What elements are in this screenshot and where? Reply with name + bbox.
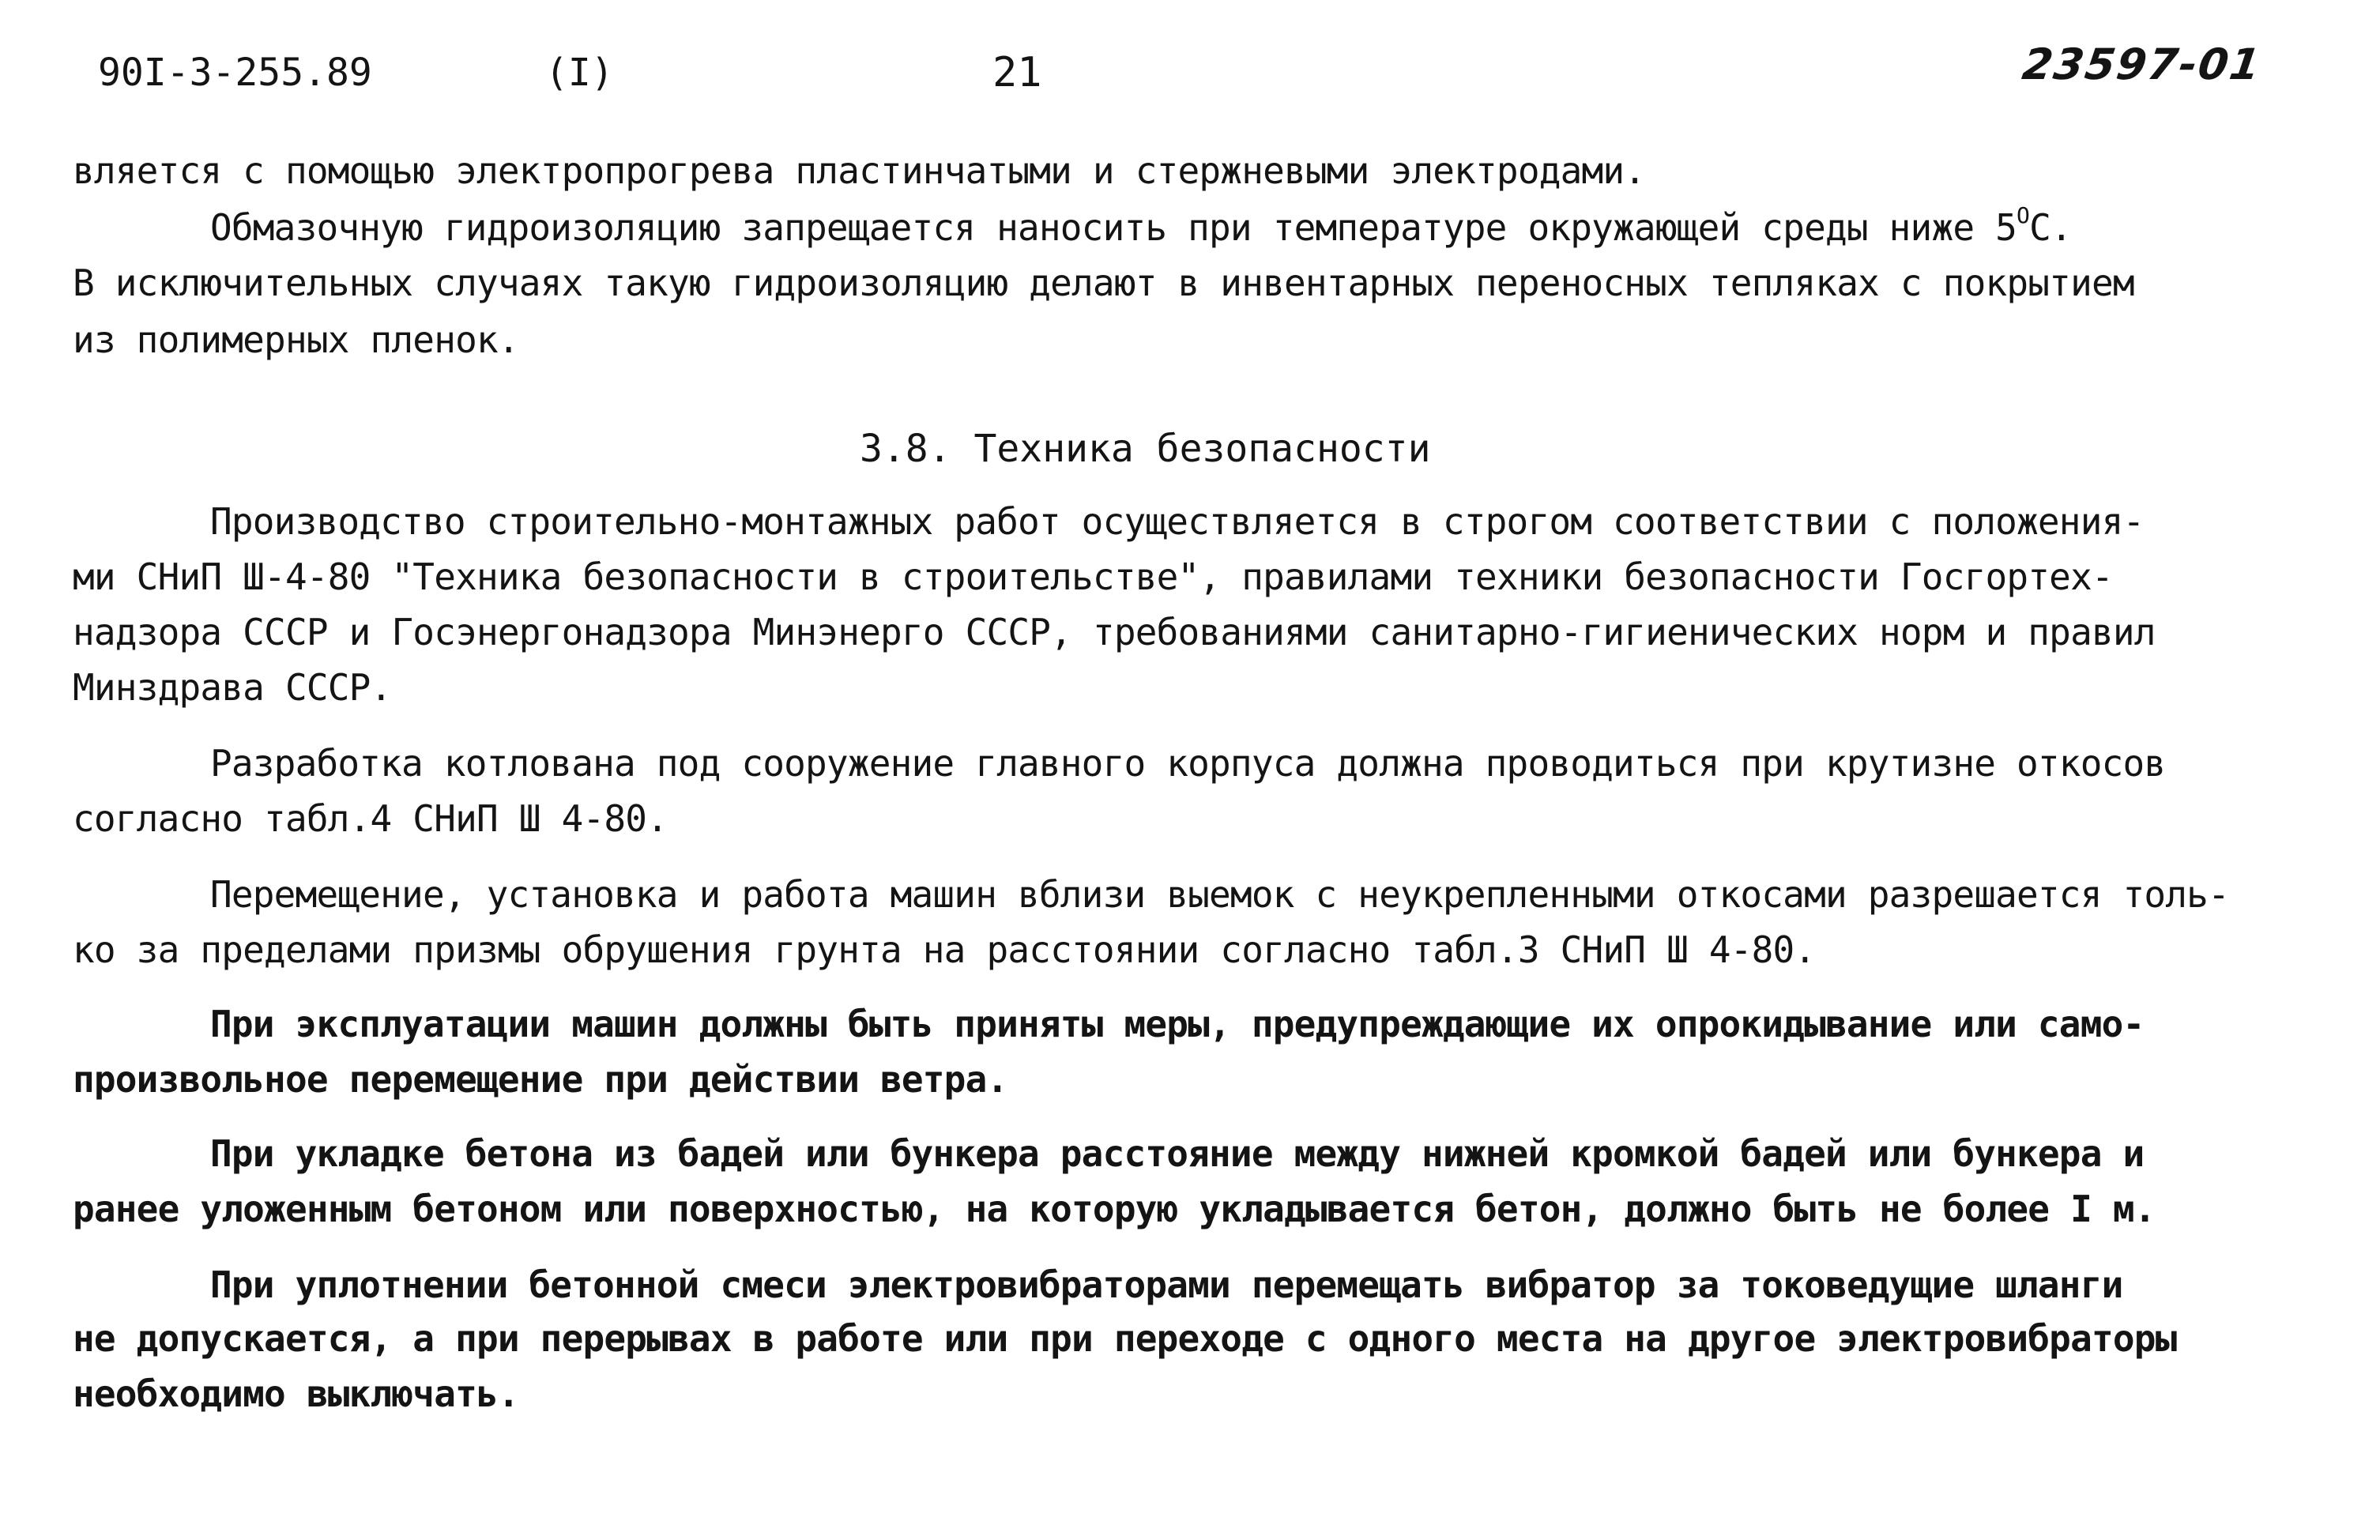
intro-line: вляется с помощью электропрогрева пластинчатыми и стержневыми электродами. (73, 149, 1646, 192)
paragraph-line: Перемещение, установка и работа машин вблизи выемок с неукрепленными откосами разрешается толь- (210, 873, 2229, 916)
paragraph-line: необходимо выключать. (73, 1372, 519, 1415)
paragraph-line: Минздрава СССР. (73, 666, 392, 709)
paragraph-line: При эксплуатации машин должны быть приняты меры, предупреждающие их опрокидывание или само- (210, 1003, 2145, 1045)
paragraph-line: надзора СССР и Госэнергонадзора Минэнерго СССР, требованиями санитарно-гигиенических норм и правил (73, 611, 2156, 653)
paragraph-line: ко за пределами призмы обрушения грунта на расстоянии согласно табл.3 СНиП Ш 4-80. (73, 928, 1816, 971)
paragraph-line: При укладке бетона из бадей или бункера расстояние между нижней кромкой бадей или бункера и (210, 1132, 2145, 1175)
page-number: 21 (992, 49, 1042, 96)
degree-mark: О (2017, 202, 2030, 228)
paragraph-line: ранее уложенным бетоном или поверхностью, на которую укладывается бетон, должно быть не более I м. (73, 1188, 2156, 1230)
intro-text: С. (2029, 206, 2072, 249)
paragraph-line: Производство строительно-монтажных работ осуществляется в строгом соответствии с положения- (210, 500, 2145, 543)
paragraph-line: При уплотнении бетонной смеси электровибраторами перемещать вибратор за токоведущие шланги (210, 1263, 2123, 1306)
inventory-number: 23597-01 (2019, 40, 2265, 89)
paragraph-line: не допускается, а при перерывах в работе или при переходе с одного места на другое электровибраторы (73, 1317, 2177, 1360)
intro-line (210, 202, 2072, 250)
paragraph-line: произвольное перемещение при действии ветра. (73, 1058, 1008, 1101)
intro-text: Обмазочную гидроизоляцию запрещается наносить при температуре окружающей среды ниже 5 (210, 206, 2017, 249)
intro-line: из полимерных пленок. (73, 318, 519, 361)
document-code: 90I-3-255.89 (98, 51, 372, 95)
sheet-part: (I) (545, 51, 614, 95)
section-heading: 3.8. Техника безопасности (860, 427, 1431, 471)
paragraph-line: Разработка котлована под сооружение главного корпуса должна проводиться при крутизне откосов (210, 742, 2166, 785)
paragraph-line: согласно табл.4 СНиП Ш 4-80. (73, 797, 668, 840)
paragraph-line: ми СНиП Ш-4-80 "Техника безопасности в строительстве", правилами техники безопасности Госгортех- (73, 555, 2113, 598)
intro-line: В исключительных случаях такую гидроизоляцию делают в инвентарных переносных тепляках с покрытием (73, 262, 2134, 304)
